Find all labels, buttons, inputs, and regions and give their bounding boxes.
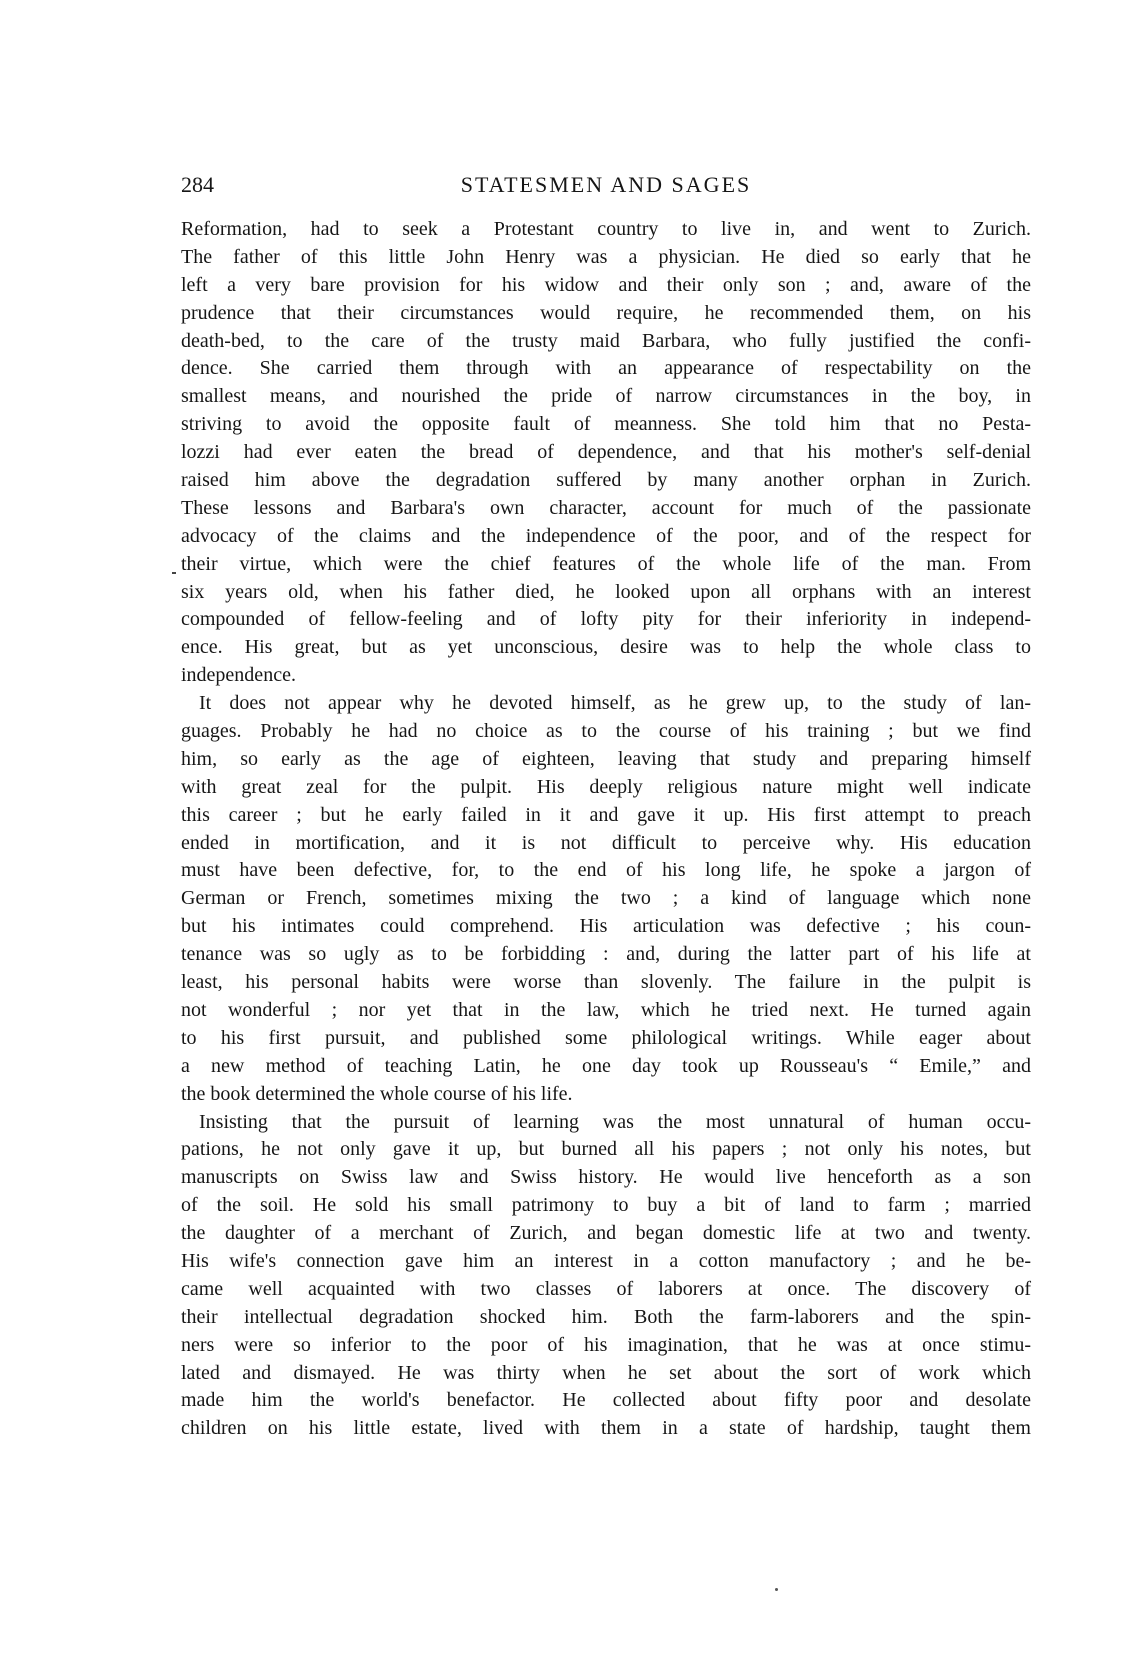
text-line: with great zeal for the pulpit. His deeply religious nature might well indicate (181, 775, 1031, 798)
body-text (181, 216, 1031, 1443)
text-line: ners were so inferior to the poor of his imagination, that he was at once stimu- (181, 1333, 1031, 1356)
page-number: 284 (181, 172, 214, 197)
text-line: of the soil. He sold his small patrimony to buy a bit of land to farm ; married (181, 1194, 1031, 1217)
text-line: raised him above the degradation suffered by many another orphan in Zurich. (181, 469, 1031, 492)
text-line: lated and dismayed. He was thirty when he set about the sort of work which (181, 1361, 1031, 1384)
text-line: Insisting that the pursuit of learning was the most unnatural of human occu- (199, 1110, 1031, 1133)
text-line: left a very bare provision for his widow and their only son ; and, aware of the (181, 273, 1031, 296)
stray-mark (775, 1588, 778, 1591)
text-line: ence. His great, but as yet unconscious, desire was to help the whole class to (181, 636, 1031, 659)
text-line: the book determined the whole course of his life. (181, 1082, 573, 1105)
text-line: guages. Probably he had no choice as to the course of his training ; but we find (181, 720, 1031, 743)
running-header (181, 170, 1031, 200)
text-line: ended in mortification, and it is not difficult to perceive why. His education (181, 831, 1031, 854)
paragraph (181, 216, 1031, 690)
text-line: smallest means, and nourished the pride of narrow circumstances in the boy, in (181, 385, 1031, 408)
paragraph (181, 690, 1031, 1108)
text-line: These lessons and Barbara's own character, account for much of the passionate (181, 496, 1031, 519)
text-line: Reformation, had to seek a Protestant country to live in, and went to Zurich. (181, 218, 1031, 240)
text-line: least, his personal habits were worse than slovenly. The failure in the pulpit is (181, 971, 1031, 994)
text-line: children on his little estate, lived with them in a state of hardship, taught them (181, 1417, 1031, 1440)
text-line: him, so early as the age of eighteen, leaving that study and preparing himself (181, 747, 1031, 770)
text-line: death-bed, to the care of the trusty maid Barbara, who fully justified the confi- (181, 329, 1031, 352)
text-line: prudence that their circumstances would require, he recommended them, on his (181, 301, 1031, 324)
paragraph (181, 1109, 1031, 1444)
text-line: German or French, sometimes mixing the two ; a kind of language which none (181, 887, 1031, 910)
text-line: this career ; but he early failed in it and gave it up. His first attempt to preach (181, 803, 1031, 826)
text-line: dence. She carried them through with an appearance of respectability on the (181, 357, 1031, 380)
text-line: The father of this little John Henry was a physician. He died so early that he (181, 245, 1031, 268)
text-line: came well acquainted with two classes of laborers at once. The discovery of (181, 1277, 1031, 1300)
text-line: tenance was so ugly as to be forbidding : and, during the latter part of his life at (181, 943, 1031, 966)
text-line: striving to avoid the opposite fault of meanness. She told him that no Pesta- (181, 413, 1031, 436)
text-line: six years old, when his father died, he looked upon all orphans with an interest (181, 580, 1031, 603)
running-title: STATESMEN AND SAGES (460, 172, 752, 197)
text-line: their intellectual degradation shocked him. Both the farm-laborers and the spin- (181, 1305, 1031, 1328)
margin-mark (172, 572, 176, 574)
text-line: the daughter of a merchant of Zurich, and began domestic life at two and twenty. (181, 1222, 1031, 1245)
text-line: lozzi had ever eaten the bread of dependence, and that his mother's self-denial (181, 441, 1031, 464)
text-line: not wonderful ; nor yet that in the law, which he tried next. He turned again (181, 998, 1031, 1021)
text-line: independence. (181, 664, 296, 687)
text-line: It does not appear why he devoted himself, as he grew up, to the study of lan- (199, 692, 1031, 715)
text-line: compounded of fellow-feeling and of lofty pity for their inferiority in independ- (181, 608, 1031, 631)
text-line: His wife's connection gave him an interest in a cotton manufactory ; and he be- (181, 1249, 1031, 1272)
text-line: to his first pursuit, and published some philological writings. While eager about (181, 1026, 1031, 1049)
text-line: made him the world's benefactor. He collected about fifty poor and desolate (181, 1389, 1031, 1412)
text-line: manuscripts on Swiss law and Swiss history. He would live henceforth as a son (181, 1166, 1031, 1189)
text-line: a new method of teaching Latin, he one day took up Rousseau's “ Emile,” and (181, 1054, 1031, 1077)
text-line: advocacy of the claims and the independence of the poor, and of the respect for (181, 524, 1031, 547)
text-line: must have been defective, for, to the end of his long life, he spoke a jargon of (181, 859, 1031, 882)
text-line: pations, he not only gave it up, but burned all his papers ; not only his notes, but (181, 1138, 1031, 1161)
text-line: their virtue, which were the chief features of the whole life of the man. From (181, 552, 1031, 575)
text-line: but his intimates could comprehend. His articulation was defective ; his coun- (181, 915, 1031, 938)
